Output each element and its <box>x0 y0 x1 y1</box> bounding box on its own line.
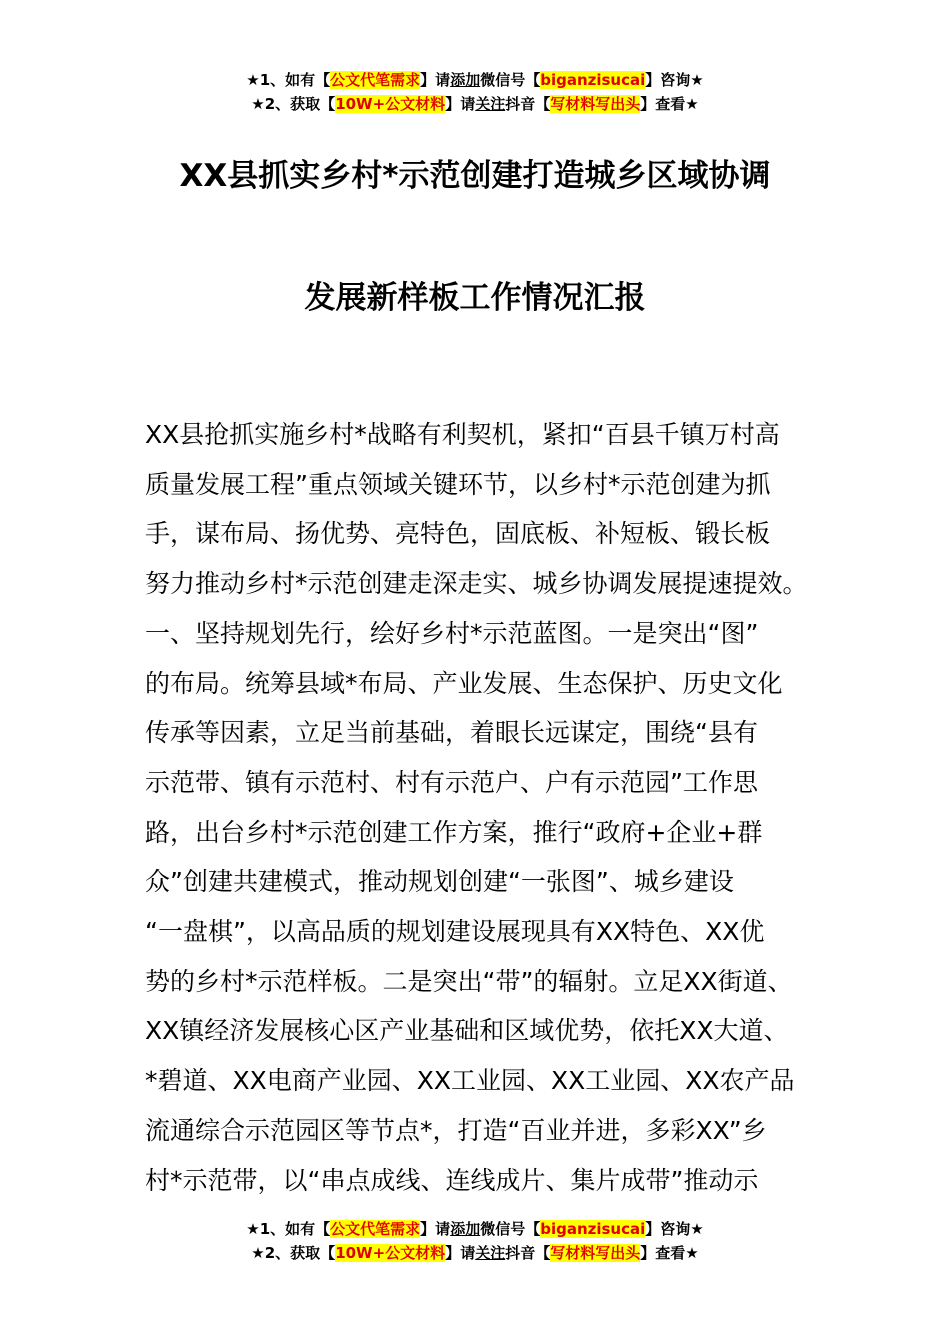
banner-highlight: biganzisucai <box>540 1220 646 1238</box>
body-line: 手，谋布局、扬优势、亮特色，固底板、补短板、锻长板 <box>145 519 771 549</box>
banner-highlight: biganzisucai <box>540 71 646 89</box>
banner-highlight: 公文代笔需求 <box>330 1220 421 1238</box>
banner-text: 抖音【 <box>505 95 551 113</box>
banner-text: 】请 <box>420 71 451 89</box>
document-title-line-2: 发展新样板工作情况汇报 <box>304 280 646 316</box>
banner-line-2 <box>0 92 950 116</box>
banner-text: 微信号【 <box>480 71 541 89</box>
banner-text: 】请 <box>420 1220 451 1238</box>
banner-text: 】咨询★ <box>645 1220 704 1238</box>
body-line: 质量发展工程”重点领域关键环节，以乡村*示范创建为抓 <box>145 469 771 499</box>
banner-text: 微信号【 <box>480 1220 541 1238</box>
banner-text: ★2、获取【 <box>251 95 336 113</box>
footer-banner <box>0 1217 950 1265</box>
body-line: 传承等因素，立足当前基础，着眼长远谋定，围绕“县有 <box>145 718 758 748</box>
banner-highlight: 10W+公文材料 <box>335 95 446 113</box>
banner-highlight: 写材料写出头 <box>550 95 641 113</box>
banner-underline: 关注 <box>475 95 506 113</box>
body-line: XX镇经济发展核心区产业基础和区域优势，依托XX大道、 <box>145 1016 789 1046</box>
banner-text: ★2、获取【 <box>251 1244 336 1262</box>
banner-text: 】查看★ <box>640 1244 699 1262</box>
header-banner <box>0 68 950 116</box>
banner-text: 】咨询★ <box>645 71 704 89</box>
banner-text: ★1、如有【 <box>246 71 331 89</box>
body-line: “一盘棋”，以高品质的规划建设展现具有XX特色、XX优 <box>145 917 765 947</box>
banner-line-2 <box>0 1241 950 1265</box>
banner-highlight: 写材料写出头 <box>550 1244 641 1262</box>
banner-highlight: 10W+公文材料 <box>335 1244 446 1262</box>
banner-text: 抖音【 <box>505 1244 551 1262</box>
document-body <box>145 410 815 1205</box>
banner-underline: 关注 <box>475 1244 506 1262</box>
body-line: 村*示范带，以“串点成线、连线成片、集片成带”推动示 <box>145 1165 759 1195</box>
body-line: 路，出台乡村*示范创建工作方案，推行“政府+企业+群 <box>145 817 763 847</box>
body-line: *碧道、XX电商产业园、XX工业园、XX工业园、XX农产品 <box>145 1066 795 1096</box>
body-line: 众”创建共建模式，推动规划创建“一张图”、城乡建设 <box>145 867 734 897</box>
banner-text: 】查看★ <box>640 95 699 113</box>
banner-text: 】请 <box>445 95 476 113</box>
body-line: 一、坚持规划先行，绘好乡村*示范蓝图。一是突出“图” <box>145 618 759 648</box>
document-title-line-1: XX县抓实乡村*示范创建打造城乡区域协调 <box>179 158 771 194</box>
body-line: 的布局。统筹县域*布局、产业发展、生态保护、历史文化 <box>145 668 783 698</box>
banner-text: 】请 <box>445 1244 476 1262</box>
banner-line-1 <box>0 1217 950 1241</box>
banner-underline: 添加 <box>450 1220 481 1238</box>
banner-line-1 <box>0 68 950 92</box>
body-line: 流通综合示范园区等节点*，打造“百业并进，多彩XX”乡 <box>145 1115 767 1145</box>
body-line: 示范带、镇有示范村、村有示范户、户有示范园”工作思 <box>145 767 758 797</box>
banner-text: ★1、如有【 <box>246 1220 331 1238</box>
body-line: 努力推动乡村*示范创建走深走实、城乡协调发展提速提效。 <box>145 569 808 599</box>
body-line: XX县抢抓实施乡村*战略有利契机，紧扣“百县千镇万村高 <box>145 420 780 449</box>
banner-highlight: 公文代笔需求 <box>330 71 421 89</box>
banner-underline: 添加 <box>450 71 481 89</box>
body-line: 势的乡村*示范样板。二是突出“带”的辐射。立足XX街道、 <box>145 966 793 996</box>
